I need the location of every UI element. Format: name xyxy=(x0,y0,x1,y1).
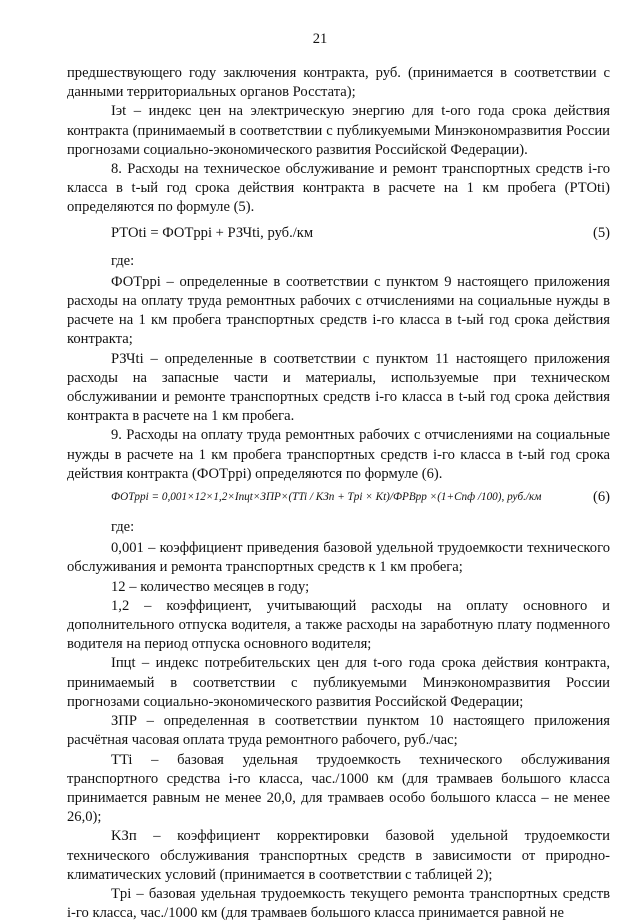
formula-5 xyxy=(111,224,610,244)
page-number: 21 xyxy=(312,31,328,47)
document-body xyxy=(67,64,610,923)
paragraph: РЗЧti – определенные в соответствии с пунктом 11 настоящего приложения расходы на запасные части и материалы, используемые при техническом обслуживании и ремонте транспортных средств i-го класса в t-ый год срока действия контракта в расчете на 1 км пробега. xyxy=(67,350,610,425)
paragraph: 1,2 – коэффициент, учитывающий расходы на оплату основного и дополнительного отпуска водителя, а также расходы на заработную плату подменного водителя на период отпуска основного водителя; xyxy=(67,597,610,653)
paragraph: ЗПР – определенная в соответствии пунктом 10 настоящего приложения расчётная часовая оплата труда ремонтного рабочего, руб./час; xyxy=(67,713,610,749)
formula-5-expression: РТОti = ФОТppi + РЗЧti, руб./км xyxy=(111,224,314,241)
paragraph: TTi – базовая удельная трудоемкость технического обслуживания транспортного средства i-го класса, час./1000 км (для трамваев большого класса принимается равным не менее 20,0, для трамваев особо большого класса – не менее 26,0); xyxy=(67,751,610,826)
paragraph: 8. Расходы на техническое обслуживание и ремонт транспортных средств i-го класса в t-ый год срока действия контракта в расчете на 1 км пробега (РТОti) определяются по формуле (5). xyxy=(67,161,610,216)
paragraph: 12 – количество месяцев в году; xyxy=(111,578,310,595)
formula-6 xyxy=(111,488,610,508)
formula-6-number: (6) xyxy=(592,489,610,506)
where-label: где: xyxy=(111,519,135,536)
paragraph: 9. Расходы на оплату труда ремонтных рабочих с отчислениями на социальные нужды в расчете на 1 км пробега транспортных средств i-го класса в t-ый год срока действия контракта (ФОТppi) определяются по формуле (6). xyxy=(67,427,610,482)
paragraph: 0,001 – коэффициент приведения базовой удельной трудоемкости технического обслуживания и ремонта транспортных средств к 1 км пробега; xyxy=(67,540,610,576)
paragraph: ФОТppi – определенные в соответствии с пунктом 9 настоящего приложения расходы на оплату труда ремонтных рабочих с отчислениями на социальные нужды в расчете на 1 км пробега транспортных средств i-го класса в t-ый год срока действия контракта; xyxy=(67,273,610,348)
paragraph: Tpi – базовая удельная трудоемкость текущего ремонта транспортных средств i-го класса, час./1000 км (для трамваев большого класса принимается равной не xyxy=(67,885,610,922)
formula-6-expression: ФОТppi = 0,001×12×1,2×Iпцt×ЗПР×(TTi / KЗп + Tpi × Kt)/ФРВрр ×(1+Cпф /100), руб./км xyxy=(111,491,542,504)
paragraph: предшествующего году заключения контракта, руб. (принимается в соответствии с данными территориальных органов Росстата); xyxy=(67,65,610,101)
formula-5-number: (5) xyxy=(592,224,610,241)
paragraph: KЗп – коэффициент корректировки базовой удельной трудоемкости технического обслуживания транспортных средств в зависимости от природно-климатических условий (принимается в соответствии с таблицей 2); xyxy=(67,828,610,883)
paragraph: Iпцt – индекс потребительских цен для t-ого года срока действия контракта, принимаемый в соответствии с публикуемыми Минэкономразвития России прогнозами социально-экономического развития Российской Федерации; xyxy=(67,655,610,710)
paragraph: Iэt – индекс цен на электрическую энергию для t-ого года срока действия контракта (принимаемый в соответствии с публикуемыми Минэкономразвития России прогнозами социально-экономического развития Российской Федерации). xyxy=(67,103,610,158)
where-label: где: xyxy=(111,252,135,269)
